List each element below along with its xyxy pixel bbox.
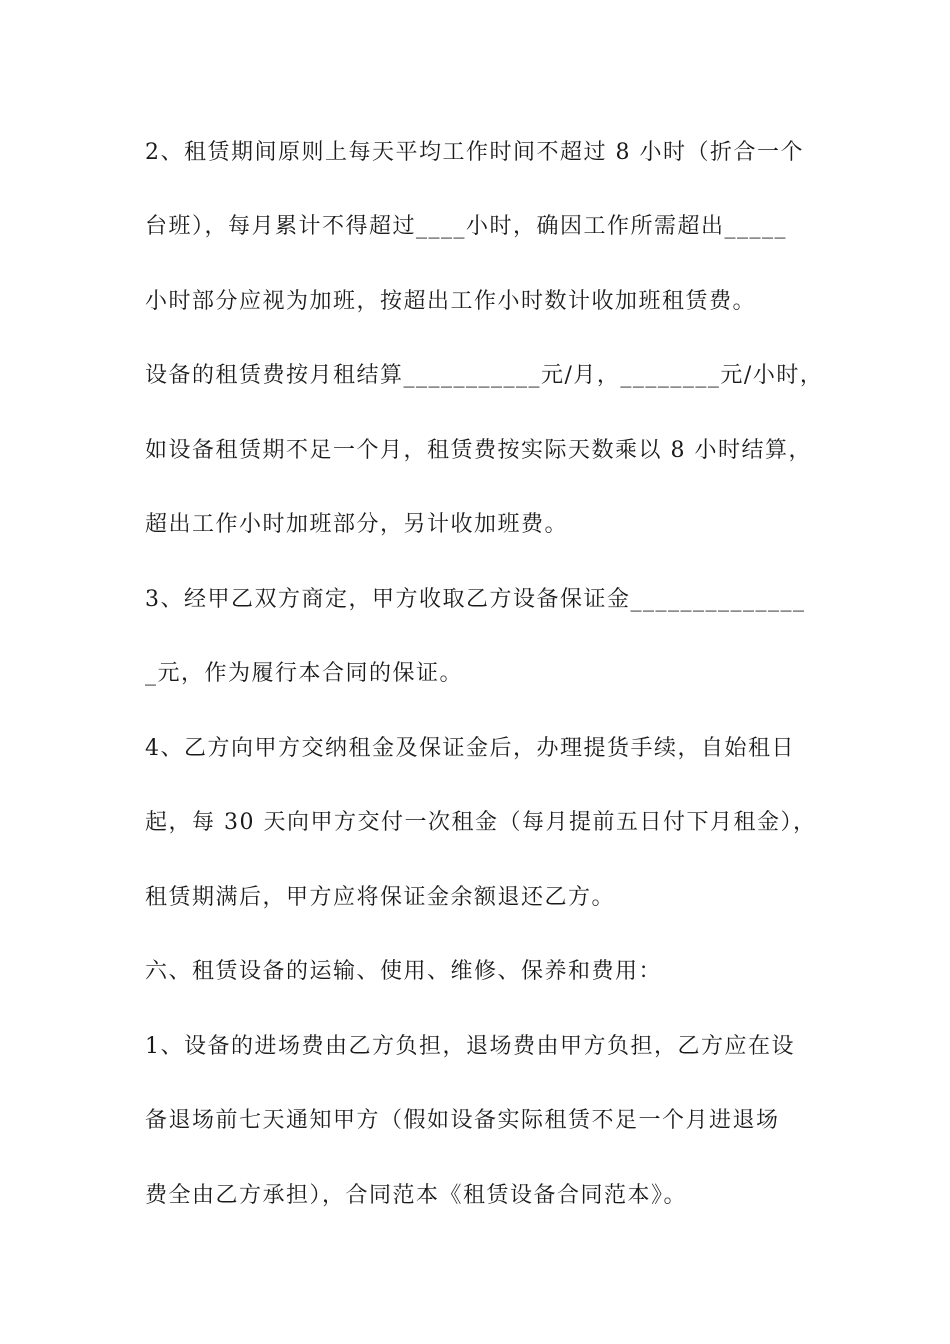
paragraph-line: 小时部分应视为加班，按超出工作小时数计收加班租赁费。 xyxy=(145,289,757,314)
paragraph-line: 租赁期满后，甲方应将保证金余额退还乙方。 xyxy=(145,885,616,910)
paragraph-line: 起，每 30 天向甲方交付一次租金（每月提前五日付下月租金）， xyxy=(145,810,817,835)
paragraph-line: 台班），每月累计不得超过____小时，确因工作所需超出_____ xyxy=(145,214,788,239)
paragraph-line: 4、乙方向甲方交纳租金及保证金后，办理提货手续，自始租日 xyxy=(145,736,795,761)
paragraph-line: 1、设备的进场费由乙方负担，退场费由甲方负担，乙方应在设 xyxy=(145,1034,795,1059)
paragraph-line: 如设备租赁期不足一个月，租赁费按实际天数乘以 8 小时结算， xyxy=(145,438,812,463)
paragraph-line: _元，作为履行本合同的保证。 xyxy=(145,661,464,686)
paragraph-line: 超出工作小时加班部分，另计收加班费。 xyxy=(145,512,569,537)
paragraph-line: 2、租赁期间原则上每天平均工作时间不超过 8 小时（折合一个 xyxy=(145,140,804,165)
paragraph-line: 设备的租赁费按月租结算___________元/月，________元/小时， xyxy=(145,363,824,388)
paragraph-line: 3、经甲乙双方商定，甲方收取乙方设备保证金______________ xyxy=(145,587,806,612)
paragraph-line: 费全由乙方承担），合同范本《租赁设备合同范本》。 xyxy=(145,1183,688,1208)
paragraph-line: 备退场前七天通知甲方（假如设备实际租赁不足一个月进退场 xyxy=(145,1108,780,1133)
section-heading: 六、租赁设备的运输、使用、维修、保养和费用： xyxy=(145,959,663,984)
